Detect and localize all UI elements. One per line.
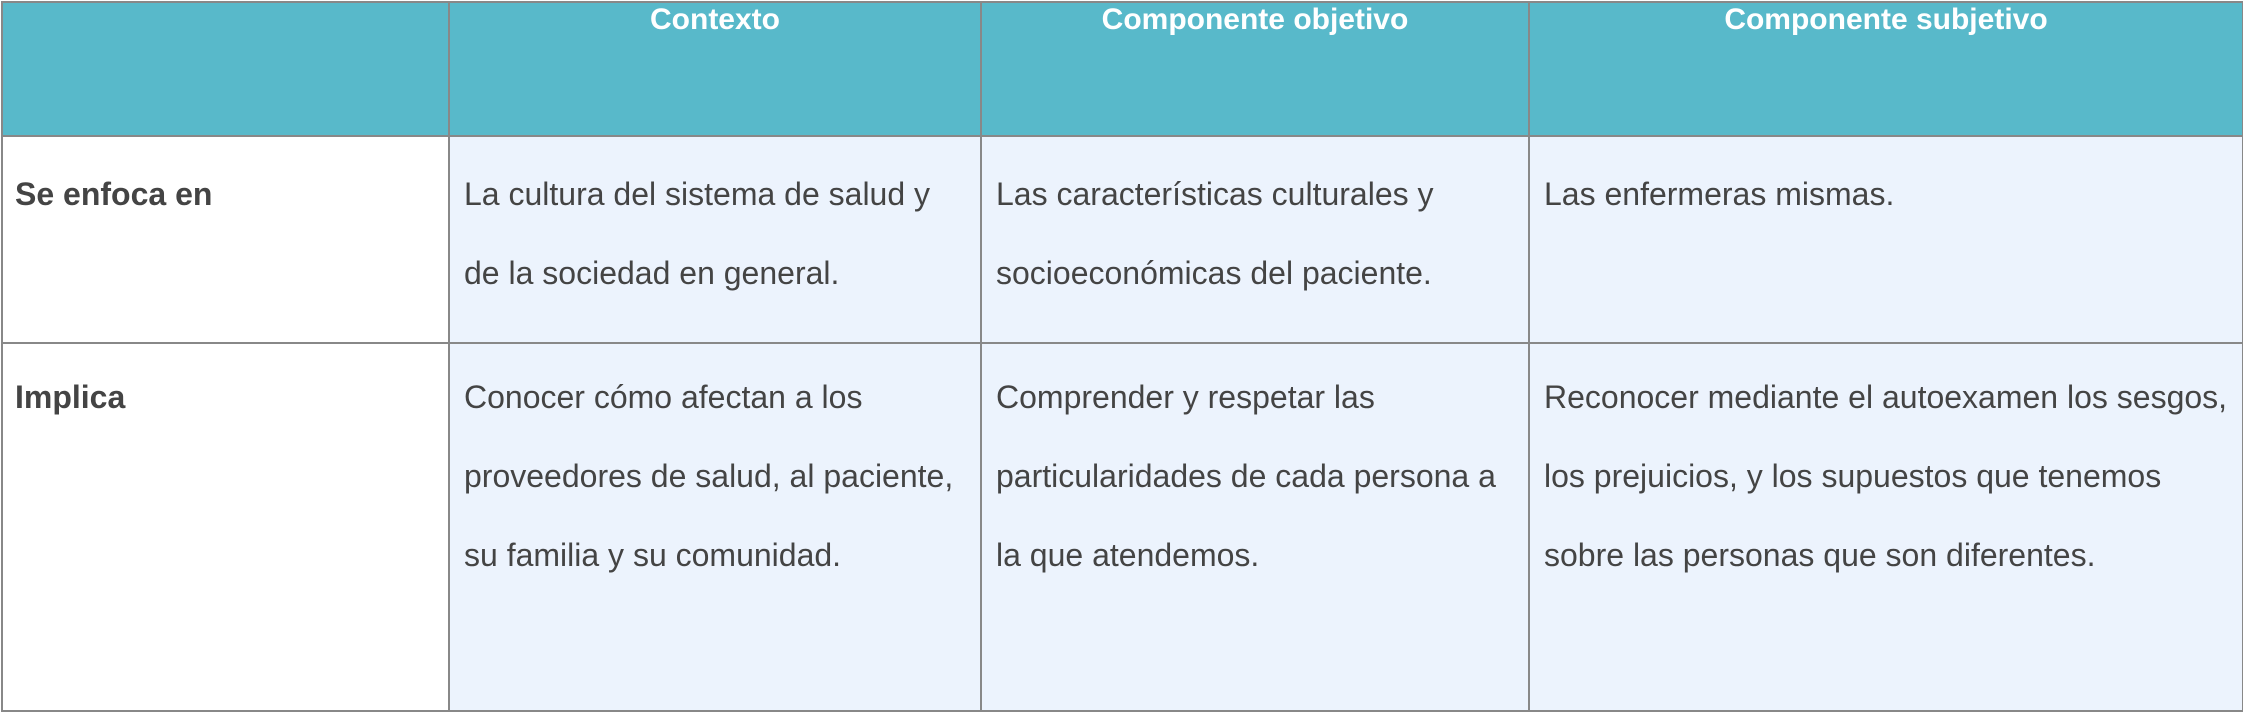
row-label-cell bbox=[2, 136, 449, 343]
cell-text: Reconocer mediante el autoexamen los sesgos, los prejuicios, y los supuestos que tenemos sobre las personas que son diferentes. bbox=[1544, 379, 2228, 573]
table-cell bbox=[449, 343, 981, 711]
table-cell bbox=[981, 343, 1529, 711]
table-cell bbox=[1529, 343, 2243, 711]
header-cell-contexto: Contexto bbox=[449, 2, 981, 136]
row-label: Se enfoca en bbox=[15, 176, 213, 212]
cell-text: Las enfermeras mismas. bbox=[1544, 176, 1895, 212]
header-cell-empty bbox=[2, 2, 449, 136]
comparison-table bbox=[1, 1, 2243, 712]
header-cell-componente-subjetivo: Componente subjetivo bbox=[1529, 2, 2243, 136]
row-label-cell bbox=[2, 343, 449, 711]
row-label: Implica bbox=[15, 379, 126, 415]
table-cell bbox=[1529, 136, 2243, 343]
cell-text: Las características culturales y socioeconómicas del paciente. bbox=[996, 176, 1434, 291]
header-cell-componente-objetivo: Componente objetivo bbox=[981, 2, 1529, 136]
cell-text: La cultura del sistema de salud y de la sociedad en general. bbox=[464, 176, 931, 291]
table-row bbox=[2, 136, 2243, 343]
header-row bbox=[2, 2, 2243, 136]
cell-text: Conocer cómo afectan a los proveedores de salud, al paciente, su familia y su comunidad. bbox=[464, 379, 954, 573]
table-cell bbox=[981, 136, 1529, 343]
table-cell bbox=[449, 136, 981, 343]
table-row bbox=[2, 343, 2243, 711]
cell-text: Comprender y respetar las particularidades de cada persona a la que atendemos. bbox=[996, 379, 1496, 573]
